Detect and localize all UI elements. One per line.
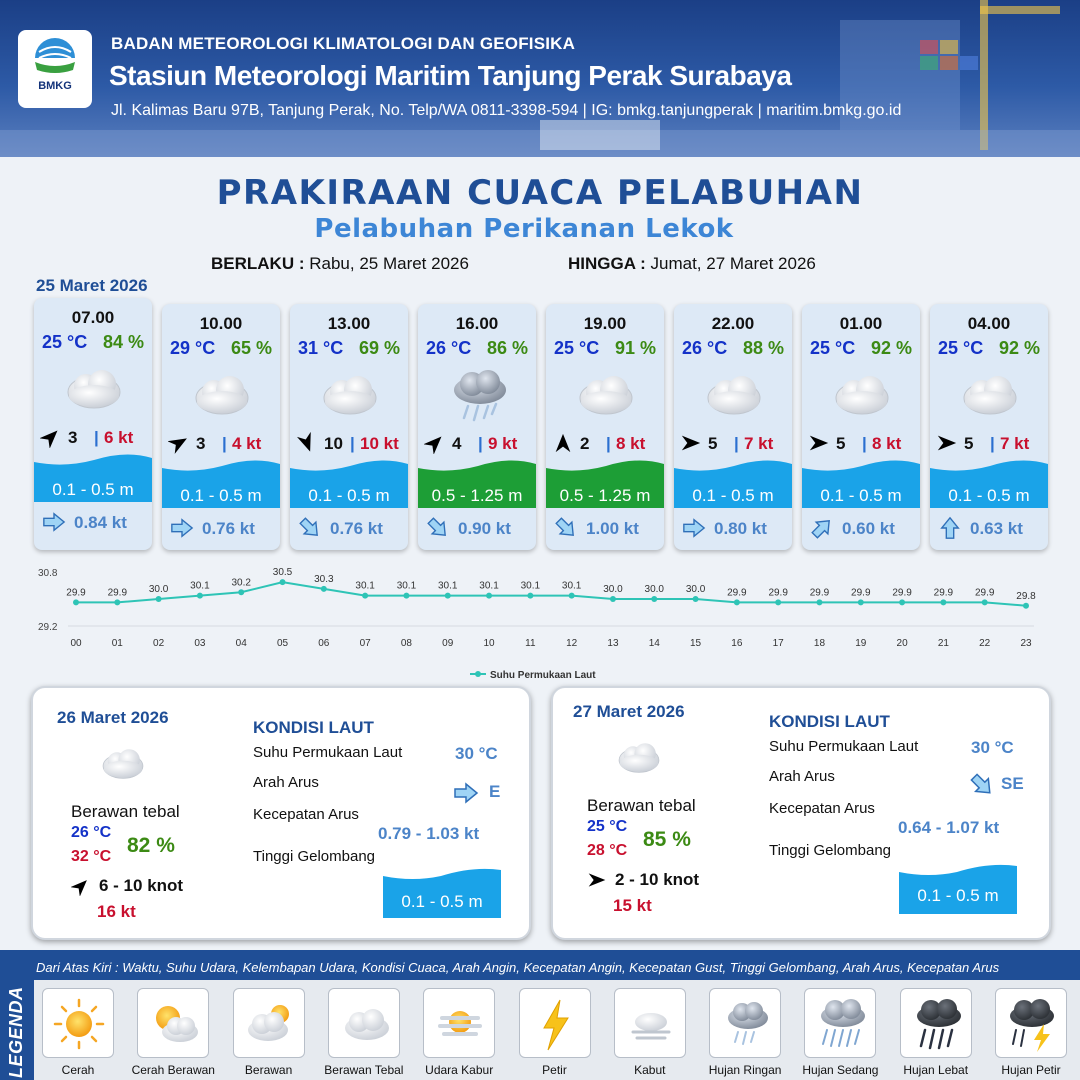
sea-condition-title: KONDISI LAUT (769, 712, 890, 731)
sst-line (76, 582, 1026, 606)
x-tick-label: 06 (318, 638, 330, 649)
wave-height: 0.5 - 1.25 m (431, 486, 523, 505)
wind-speed: 4 (452, 434, 462, 453)
gust-speed: 9 kt (488, 434, 518, 453)
forecast-card (546, 304, 664, 550)
wave-label: Tinggi Gelombang (253, 848, 376, 865)
sst-data-label: 29.9 (933, 587, 954, 599)
x-tick-label: 11 (525, 638, 536, 649)
wave-height: 0.1 - 0.5 m (948, 486, 1030, 505)
wave-height: 0.1 - 0.5 m (820, 486, 902, 505)
berawan-icon (240, 994, 300, 1054)
sst-data-label: 30.3 (314, 573, 334, 585)
berawan-tebal-icon (56, 358, 132, 418)
wave-height: 0.1 - 0.5 m (308, 486, 390, 505)
panel-temp-max: 28 °C (587, 842, 628, 859)
x-tick-label: 01 (111, 638, 123, 649)
sst-chart (30, 560, 1080, 690)
wind-direction-icon (424, 432, 446, 454)
wind-direction-icon (587, 870, 607, 890)
udara-kabur-icon (430, 994, 490, 1054)
current-speed-value: 0.64 - 1.07 kt (898, 818, 1000, 837)
legend-item (804, 988, 876, 1058)
legend-item (900, 988, 972, 1058)
x-tick-label: 21 (937, 638, 949, 649)
current-speed-label: Kecepatan Arus (253, 806, 359, 823)
cerah-icon (49, 994, 109, 1054)
header-banner (0, 0, 1080, 157)
sst-point (114, 599, 120, 605)
wind-separator: | (94, 428, 99, 447)
wind-speed: 3 (68, 428, 78, 447)
berawan-tebal-icon (184, 364, 260, 424)
wind-row (418, 432, 536, 454)
wind-direction-icon (71, 876, 91, 896)
current-row (34, 510, 152, 534)
legend-item (423, 988, 495, 1058)
wave-label: Tinggi Gelombang (769, 842, 892, 859)
wave-height: 0.1 - 0.5 m (180, 486, 262, 505)
wind-separator: | (478, 434, 483, 453)
wind-row (674, 432, 792, 454)
air-temperature: 26 °C (426, 338, 472, 358)
sst-data-label: 29.9 (727, 587, 747, 599)
current-direction-icon (42, 510, 66, 534)
sst-data-label: 30.1 (355, 580, 375, 592)
sst-point (362, 593, 368, 599)
current-direction-icon (453, 780, 479, 806)
wind-direction-icon (40, 426, 62, 448)
panel-gust: 15 kt (613, 896, 652, 915)
humidity: 92 % (998, 338, 1040, 358)
x-tick-label: 10 (483, 638, 495, 649)
sst-point (280, 579, 286, 585)
legend-label: Berawan Tebal (324, 1063, 404, 1077)
sst-point (1023, 603, 1029, 609)
air-temperature: 25 °C (810, 338, 856, 358)
legend-label: Cerah (61, 1063, 95, 1077)
sst-data-label: 30.1 (438, 580, 458, 592)
sst-point (734, 599, 740, 605)
x-tick-label: 19 (855, 638, 867, 649)
sst-label: Suhu Permukaan Laut (769, 738, 919, 755)
current-direction-icon (969, 772, 995, 798)
sst-point (403, 593, 409, 599)
legend-label: Petir (542, 1063, 567, 1077)
x-tick-label: 04 (235, 638, 247, 649)
legend-icons (34, 980, 1080, 1080)
wind-speed: 5 (836, 434, 846, 453)
sst-data-label: 30.5 (272, 567, 293, 579)
panel-wind: 2 - 10 knot (615, 870, 700, 889)
petir-icon (526, 994, 586, 1054)
panel-date: 26 Maret 2026 (57, 708, 169, 727)
x-tick-label: 20 (896, 638, 908, 649)
gust-speed: 6 kt (104, 428, 134, 447)
sst-data-label: 29.9 (809, 587, 830, 599)
legend-label: Hujan Petir (1001, 1063, 1061, 1077)
current-speed: 0.76 kt (202, 519, 255, 538)
forecast-card (162, 304, 280, 550)
legend-label: Hujan Ringan (708, 1063, 782, 1077)
legend-label: Cerah Berawan (131, 1063, 215, 1077)
current-speed: 0.90 kt (458, 519, 511, 538)
wave-height: 0.1 - 0.5 m (52, 480, 134, 499)
current-direction-icon (682, 516, 706, 540)
current-speed: 0.76 kt (330, 519, 383, 538)
sst-point (610, 596, 616, 602)
x-tick-label: 07 (359, 638, 371, 649)
sst-point (899, 599, 905, 605)
sst-data-label: 29.9 (851, 587, 871, 599)
humidity: 91 % (614, 338, 656, 358)
air-temperature: 31 °C (298, 338, 344, 358)
panel-humidity: 82 % (127, 834, 175, 857)
x-tick-label: 09 (442, 638, 454, 649)
x-tick-label: 15 (690, 638, 702, 649)
wind-row (290, 432, 408, 454)
wind-direction-icon (808, 432, 830, 454)
x-tick-label: 22 (979, 638, 991, 649)
forecast-card (802, 304, 920, 550)
sst-point (486, 593, 492, 599)
wind-row (802, 432, 920, 454)
valid-from-value: Rabu, 25 Maret 2026 (309, 254, 469, 273)
current-dir-label: Arah Arus (769, 768, 835, 785)
x-tick-label: 14 (648, 638, 660, 649)
berawan-tebal-icon (824, 364, 900, 424)
sst-data-label: 30.1 (396, 580, 417, 592)
sst-data-label: 29.8 (1016, 590, 1036, 602)
logo-text: BMKG (38, 80, 72, 92)
legend-item (614, 988, 686, 1058)
current-speed-label: Kecepatan Arus (769, 800, 875, 817)
forecast-card (674, 304, 792, 550)
hujan-ringan-icon (440, 364, 516, 424)
wind-speed: 10 (324, 434, 343, 453)
wind-row (546, 432, 664, 454)
panel-temp-max: 32 °C (71, 848, 112, 865)
gust-speed: 7 kt (744, 434, 774, 453)
current-direction-icon (170, 516, 194, 540)
current-direction-icon (426, 516, 450, 540)
sst-data-label: 29.9 (768, 587, 788, 599)
sst-data-label: 30.2 (231, 577, 251, 589)
current-direction-icon (810, 516, 834, 540)
gust-speed: 8 kt (616, 434, 646, 453)
sst-label: Suhu Permukaan Laut (253, 744, 403, 761)
wave-height-value: 0.1 - 0.5 m (917, 886, 999, 905)
current-row (418, 516, 536, 540)
sst-point (651, 596, 657, 602)
legend-label: Berawan (244, 1063, 293, 1077)
wave-height: 0.5 - 1.25 m (559, 486, 651, 505)
x-tick-label: 02 (153, 638, 165, 649)
current-row (802, 516, 920, 540)
wind-direction-icon (936, 432, 958, 454)
day-panel-2 (551, 686, 1051, 940)
humidity: 88 % (742, 338, 784, 358)
forecast-time: 10.00 (199, 314, 243, 333)
panel-condition: Berawan tebal (71, 802, 180, 821)
humidity: 86 % (486, 338, 528, 358)
sst-point (569, 593, 575, 599)
y-tick-label: 29.2 (38, 622, 58, 633)
air-temperature: 26 °C (682, 338, 728, 358)
cerah-berawan-icon (144, 994, 204, 1054)
current-speed: 0.84 kt (74, 513, 127, 532)
contact-info: Jl. Kalimas Baru 97B, Tanjung Perak, No. Telp/WA 0811-3398-594 | IG: bmkg.tanjungperak | maritim.bmkg.go.id (111, 102, 902, 119)
wind-separator: | (734, 434, 739, 453)
legend-label: Hujan Sedang (802, 1063, 879, 1077)
current-dir-value: SE (1001, 774, 1024, 793)
sst-data-label: 29.9 (974, 587, 995, 599)
wind-speed: 5 (708, 434, 718, 453)
sst-point (527, 593, 533, 599)
sst-point (197, 593, 203, 599)
wind-separator: | (222, 434, 227, 453)
legend-item (233, 988, 305, 1058)
sst-point (816, 599, 822, 605)
forecast-time: 07.00 (71, 308, 115, 327)
wind-speed: 3 (196, 434, 206, 453)
sst-point (775, 599, 781, 605)
hujan-sedang-icon (811, 994, 871, 1054)
current-row (546, 516, 664, 540)
current-row (162, 516, 280, 540)
wind-separator: | (350, 434, 355, 453)
current-speed-value: 0.79 - 1.03 kt (378, 824, 480, 843)
sst-point (693, 596, 699, 602)
current-speed: 0.80 kt (714, 519, 767, 538)
sst-point (445, 593, 451, 599)
bmkg-emblem-icon (29, 36, 81, 76)
hujan-ringan-icon (716, 994, 776, 1054)
legend-section (0, 950, 1080, 1080)
sst-data-label: 29.9 (892, 587, 912, 599)
wind-separator: | (990, 434, 995, 453)
valid-from-label: BERLAKU : (211, 254, 305, 273)
berawan-tebal-icon (335, 994, 395, 1054)
day-panel-1 (31, 686, 531, 940)
panel-temp-min: 25 °C (587, 818, 628, 835)
forecast-time: 19.00 (583, 314, 627, 333)
legend-item (709, 988, 781, 1058)
panel-wind: 6 - 10 knot (99, 876, 184, 895)
legend-item (995, 988, 1067, 1058)
current-row (674, 516, 792, 540)
x-tick-label: 08 (400, 638, 412, 649)
current-row (930, 516, 1048, 540)
current-speed: 0.60 kt (842, 519, 895, 538)
sst-value: 30 °C (455, 744, 498, 763)
x-tick-label: 05 (276, 638, 289, 649)
panel-humidity: 85 % (643, 828, 691, 851)
bmkg-logo (18, 30, 92, 108)
day1-date: 25 Maret 2026 (36, 276, 148, 295)
panel-temp-min: 26 °C (71, 824, 112, 841)
agency-name: BADAN METEOROLOGI KLIMATOLOGI DAN GEOFISIKA (111, 34, 576, 53)
port-name: Pelabuhan Perikanan Lekok (314, 214, 734, 244)
current-speed: 1.00 kt (586, 519, 639, 538)
x-tick-label: 00 (70, 638, 82, 649)
wind-speed: 2 (580, 434, 590, 453)
gust-speed: 10 kt (360, 434, 399, 453)
current-direction-icon (938, 516, 962, 540)
forecast-time: 04.00 (967, 314, 1011, 333)
current-dir-label: Arah Arus (253, 774, 319, 791)
legend-label: Hujan Lebat (903, 1063, 969, 1077)
sst-point (940, 599, 946, 605)
berawan-tebal-icon (696, 364, 772, 424)
berawan-tebal-icon (952, 364, 1028, 424)
sst-point (982, 599, 988, 605)
panel-date: 27 Maret 2026 (573, 702, 685, 721)
sst-point (73, 599, 79, 605)
legend-label: Udara Kabur (425, 1063, 494, 1077)
valid-to-value: Jumat, 27 Maret 2026 (650, 254, 816, 273)
air-temperature: 25 °C (42, 332, 88, 352)
legend-item (519, 988, 591, 1058)
sst-data-label: 30.1 (520, 580, 541, 592)
air-temperature: 29 °C (170, 338, 216, 358)
sst-point (321, 586, 327, 592)
station-name: Stasiun Meteorologi Maritim Tanjung Perak Surabaya (109, 60, 792, 91)
sst-point (238, 589, 244, 595)
page-title: PRAKIRAAN CUACA PELABUHAN (216, 173, 864, 213)
forecast-card (930, 304, 1048, 550)
hujan-petir-icon (1002, 994, 1062, 1054)
air-temperature: 25 °C (938, 338, 984, 358)
legend-note: Dari Atas Kiri : Waktu, Suhu Udara, Kelembapan Udara, Kondisi Cuaca, Arah Angin, Kecepatan Angin, Kecepatan Gust, Tinggi Gelombang, Arah Arus, Kecepatan Arus (36, 960, 1000, 975)
hujan-lebat-icon (907, 994, 967, 1054)
wind-direction-icon (296, 432, 318, 454)
wind-speed: 5 (964, 434, 974, 453)
forecast-time: 13.00 (327, 314, 371, 333)
air-temperature: 25 °C (554, 338, 600, 358)
panel-condition: Berawan tebal (587, 796, 696, 815)
legend-item (42, 988, 114, 1058)
forecast-card (418, 304, 536, 550)
wind-separator: | (606, 434, 611, 453)
x-tick-label: 18 (813, 638, 826, 649)
sst-data-label: 30.0 (685, 584, 706, 595)
wind-separator: | (862, 434, 867, 453)
sst-data-label: 30.0 (644, 584, 664, 595)
berawan-tebal-icon (312, 364, 388, 424)
kabut-icon (621, 994, 681, 1054)
current-speed: 0.63 kt (970, 519, 1023, 538)
sst-point (156, 596, 162, 602)
legend-item (328, 988, 400, 1058)
gust-speed: 4 kt (232, 434, 262, 453)
forecast-time: 16.00 (455, 314, 499, 333)
y-tick-label: 30.8 (38, 568, 58, 579)
forecast-time: 01.00 (839, 314, 883, 333)
humidity: 92 % (870, 338, 912, 358)
sst-data-label: 29.9 (107, 587, 128, 599)
sst-value: 30 °C (971, 738, 1014, 757)
legend-marker (475, 671, 481, 677)
legend-label: Kabut (634, 1063, 666, 1077)
sst-data-label: 30.1 (479, 580, 499, 592)
sst-data-label: 29.9 (66, 587, 86, 599)
wind-row (34, 426, 152, 448)
x-tick-label: 13 (607, 638, 619, 649)
x-tick-label: 17 (772, 638, 784, 649)
forecast-card (34, 298, 152, 550)
gust-speed: 7 kt (1000, 434, 1030, 453)
sst-point (858, 599, 864, 605)
sst-data-label: 30.1 (561, 580, 582, 592)
sst-data-label: 30.0 (603, 584, 623, 595)
berawan-tebal-icon (93, 740, 153, 786)
humidity: 69 % (358, 338, 400, 358)
current-direction-icon (298, 516, 322, 540)
legend-series-name: Suhu Permukaan Laut (490, 670, 596, 681)
humidity: 65 % (230, 338, 272, 358)
current-row (290, 516, 408, 540)
panel-gust: 16 kt (97, 902, 136, 921)
sst-data-label: 30.0 (148, 584, 169, 595)
wind-row (162, 432, 280, 454)
gust-speed: 8 kt (872, 434, 902, 453)
wind-direction-icon (168, 432, 190, 454)
x-tick-label: 03 (194, 638, 206, 649)
wind-direction-icon (680, 432, 702, 454)
legend-title (2, 960, 30, 1078)
wind-row (930, 432, 1048, 454)
wave-height: 0.1 - 0.5 m (692, 486, 774, 505)
valid-from (211, 254, 469, 274)
wind-direction-icon (552, 432, 574, 454)
x-tick-label: 12 (566, 638, 578, 649)
x-tick-label: 16 (731, 638, 743, 649)
current-dir-value: E (489, 782, 501, 801)
current-direction-icon (554, 516, 578, 540)
forecast-time: 22.00 (711, 314, 755, 333)
wave-height-value: 0.1 - 0.5 m (401, 892, 483, 911)
legend-title-text: LEGENDA (6, 986, 26, 1078)
x-tick-label: 23 (1020, 638, 1032, 649)
legend-item (137, 988, 209, 1058)
berawan-tebal-icon (568, 364, 644, 424)
valid-to (568, 254, 816, 274)
humidity: 84 % (102, 332, 144, 352)
valid-to-label: HINGGA : (568, 254, 646, 273)
sst-data-label: 30.1 (190, 580, 210, 592)
sea-condition-title: KONDISI LAUT (253, 718, 374, 737)
forecast-card (290, 304, 408, 550)
berawan-tebal-icon (609, 734, 669, 780)
